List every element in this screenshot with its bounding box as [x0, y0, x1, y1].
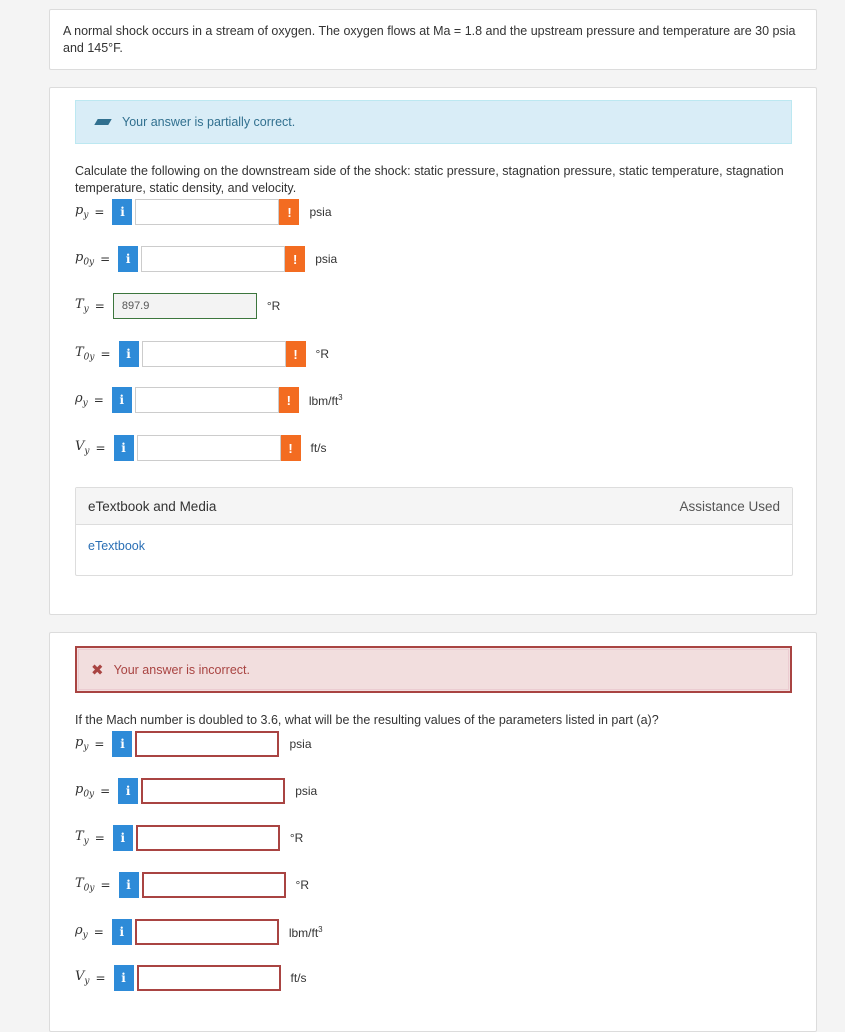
- variable-label: $p_y$: [75, 203, 89, 221]
- part-b-card: [49, 632, 817, 1032]
- equals-sign: =: [100, 347, 111, 361]
- unit-label: °R: [295, 878, 310, 892]
- unit-label: psia: [315, 252, 338, 266]
- warning-icon[interactable]: !: [285, 246, 305, 272]
- info-icon[interactable]: i: [118, 246, 138, 272]
- close-x-icon: ✖: [91, 661, 104, 679]
- warning-icon[interactable]: !: [279, 199, 299, 225]
- answer-row: [75, 245, 337, 273]
- assistance-used-label: Assistance Used: [679, 498, 780, 514]
- variable-label: $p_{0y}$: [75, 782, 95, 800]
- answer-row: [75, 340, 329, 368]
- equals-sign: =: [95, 971, 106, 985]
- etextbook-media-panel: [75, 487, 793, 576]
- answer-input-incorrect[interactable]: [135, 731, 279, 757]
- answer-row: [75, 198, 332, 226]
- answer-input-incorrect[interactable]: [141, 778, 285, 804]
- unit-label: psia: [295, 784, 318, 798]
- answer-input-incorrect[interactable]: [137, 965, 281, 991]
- info-icon[interactable]: i: [112, 919, 132, 945]
- equals-sign: =: [100, 252, 111, 266]
- equals-sign: =: [94, 737, 105, 751]
- part-a-status: Your answer is partially correct.: [122, 115, 296, 129]
- warning-icon[interactable]: !: [281, 435, 301, 461]
- unit-label: ft/s: [290, 971, 307, 985]
- answer-row: [75, 386, 343, 414]
- equals-sign: =: [95, 441, 106, 455]
- etextbook-link[interactable]: eTextbook: [88, 539, 145, 553]
- part-b-status: Your answer is incorrect.: [113, 662, 250, 677]
- variable-label: $T_{0y}$: [75, 876, 95, 894]
- equals-sign: =: [100, 878, 111, 892]
- answer-row: [75, 292, 280, 320]
- answer-input[interactable]: [142, 341, 286, 367]
- answer-row: [75, 918, 323, 946]
- variable-label: $T_y$: [75, 297, 89, 315]
- equals-sign: =: [100, 784, 111, 798]
- answer-row: [75, 777, 317, 805]
- answer-row: [75, 824, 303, 852]
- variable-label: $V_y$: [75, 439, 90, 457]
- partial-correct-alert: [75, 100, 792, 144]
- variable-label: $T_{0y}$: [75, 345, 95, 363]
- question-text: A normal shock occurs in a stream of oxygen. The oxygen flows at Ma = 1.8 and the upstream pressure and temperature are 30 psia and 145°F.: [63, 24, 796, 55]
- unit-label: °R: [266, 299, 281, 313]
- media-panel-title: eTextbook and Media: [88, 498, 217, 514]
- equals-sign: =: [93, 393, 104, 407]
- warning-icon[interactable]: !: [286, 341, 306, 367]
- warning-icon[interactable]: !: [279, 387, 299, 413]
- unit-label: °R: [315, 347, 330, 361]
- answer-input[interactable]: [135, 387, 279, 413]
- part-a-prompt: Calculate the following on the downstream side of the shock: static pressure, stagnation pressure, static temperature, stagnation temperature, static density, and velocity.: [75, 164, 784, 195]
- unit-label: ft/s: [310, 441, 327, 455]
- answer-row: [75, 434, 327, 462]
- equals-sign: =: [94, 205, 105, 219]
- unit-label: psia: [309, 205, 332, 219]
- answer-input[interactable]: [137, 435, 281, 461]
- unit-label: psia: [289, 737, 312, 751]
- answer-row: [75, 730, 312, 758]
- question-card: [49, 9, 817, 70]
- variable-label: $\rho_y$: [75, 923, 88, 941]
- info-icon[interactable]: i: [112, 731, 132, 757]
- answer-input-incorrect[interactable]: [142, 872, 286, 898]
- info-icon[interactable]: i: [119, 872, 139, 898]
- answer-input-incorrect[interactable]: [135, 919, 279, 945]
- media-panel-header[interactable]: [76, 488, 792, 525]
- incorrect-alert: [75, 646, 792, 693]
- answer-input-correct: [113, 293, 257, 319]
- variable-label: $T_y$: [75, 829, 89, 847]
- variable-label: $p_y$: [75, 735, 89, 753]
- answer-input[interactable]: [135, 199, 279, 225]
- answer-row: [75, 871, 309, 899]
- unit-label: lbm/$ft^3$: [308, 392, 343, 408]
- info-icon[interactable]: i: [112, 387, 132, 413]
- variable-label: $\rho_y$: [75, 391, 88, 409]
- info-icon[interactable]: i: [114, 435, 134, 461]
- equals-sign: =: [93, 925, 104, 939]
- unit-label: lbm/$ft^3$: [288, 924, 323, 940]
- unit-label: °R: [289, 831, 304, 845]
- variable-label: $p_{0y}$: [75, 250, 95, 268]
- info-icon[interactable]: i: [118, 778, 138, 804]
- info-icon[interactable]: i: [114, 965, 134, 991]
- part-a-card: [49, 87, 817, 615]
- answer-input-incorrect[interactable]: [136, 825, 280, 851]
- info-icon[interactable]: i: [119, 341, 139, 367]
- info-icon[interactable]: i: [113, 825, 133, 851]
- answer-input[interactable]: [141, 246, 285, 272]
- info-icon[interactable]: i: [112, 199, 132, 225]
- pencil-icon: [94, 116, 112, 128]
- equals-sign: =: [94, 299, 105, 313]
- answer-row: [75, 964, 307, 992]
- variable-label: $V_y$: [75, 969, 90, 987]
- part-b-prompt: If the Mach number is doubled to 3.6, what will be the resulting values of the parameters listed in part (a)?: [75, 713, 659, 727]
- equals-sign: =: [94, 831, 105, 845]
